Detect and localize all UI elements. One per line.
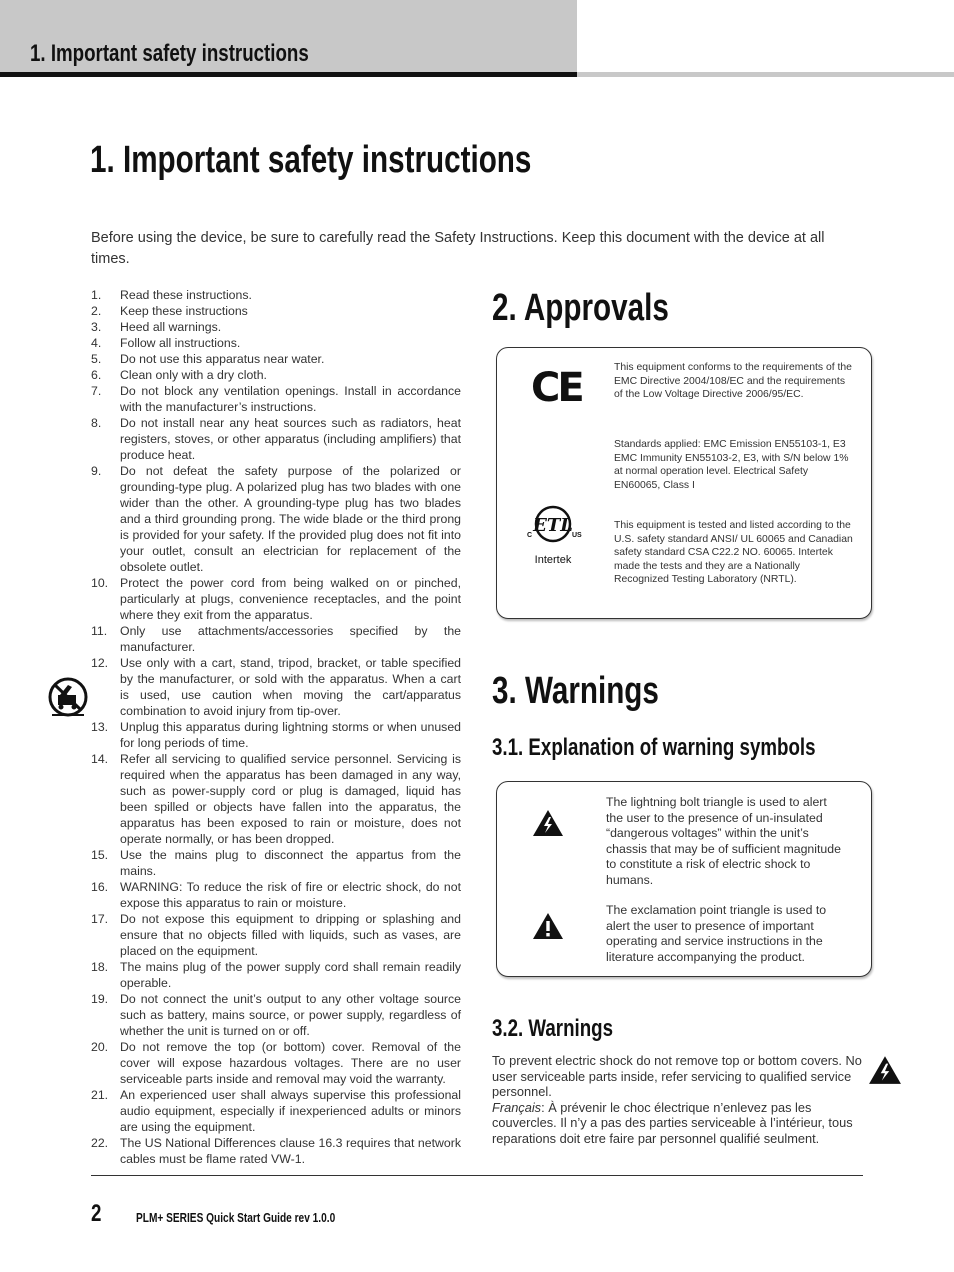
instruction-number: 16. [91,880,109,894]
instruction-item [91,319,461,335]
instruction-number: 18. [91,960,109,974]
exclamation-explanation: The exclamation point triangle is used to alert the user to presence of important operating and service instructions in the literature accompanying the product. [606,903,827,964]
instruction-item [91,303,461,319]
instruction-text: Do not connect the unit’s output to any other voltage source such as battery, mains source, or power supply, regardless of whether the unit is turned on or off. [120,992,461,1038]
instruction-number: 21. [91,1088,109,1102]
instruction-number: 6. [91,368,102,382]
ce-mark-logo: CE [531,365,582,411]
instruction-item [91,383,461,415]
warning-symbols-subtitle: 3.1. Explanation of warning symbols [492,734,816,761]
instruction-number: 9. [91,464,102,478]
instruction-item [91,287,461,303]
etl-c-label: C [527,532,533,539]
instruction-number: 20. [91,1040,109,1054]
intertek-label: Intertek [534,554,572,566]
header-section-title: 1. Important safety instructions [30,40,309,67]
instruction-number: 12. [91,656,109,670]
instruction-number: 19. [91,992,109,1006]
instruction-number: 2. [91,304,102,318]
instruction-text: Follow all instructions. [120,336,241,350]
instruction-item [91,575,461,623]
instruction-text: Clean only with a dry cloth. [120,368,267,382]
instruction-text: Use only with a cart, stand, tripod, bracket, or table specified by the manufacturer, or sold with the apparatus. When a cart is used, use caution when moving the cart/apparatus combination to avoid injury from tip-over. [120,656,461,718]
instruction-text: WARNING: To reduce the risk of fire or electric shock, do not expose this apparatus to rain or moisture. [120,880,461,910]
page-number: 2 [91,1200,102,1227]
instruction-item [91,911,461,959]
instruction-text: Do not remove the top (or bottom) cover. Removal of the cover will expose hazardous voltages. There are no user serviceable parts inside and removal may void the warranty. [120,1040,461,1086]
instruction-text: Protect the power cord from being walked on or pinched, particularly at plugs, convenience receptacles, and the point where they exit from the apparatus. [120,576,461,622]
header-rule-black [0,72,577,77]
page-title: 1. Important safety instructions [90,139,532,181]
warnings-subtitle: 3.2. Warnings [492,1015,614,1042]
instruction-text: Do not install near any heat sources such as radiators, heat registers, stoves, or other apparatus (including amplifiers) that produce heat. [120,416,461,462]
header-rule-grey [577,72,954,77]
instruction-text: Do not defeat the safety purpose of the polarized or grounding-type plug. A polarized plug has two blades with one wider than the other. A grounding-type plug has two blades and a third grounding prong. The wide blade or the third prong is provided for your safety. If the provided plug does not fit into your outlet, consult an electrician for replacement of the obsolete outlet. [120,464,461,574]
instruction-item [91,847,461,879]
instruction-item [91,623,461,655]
instruction-item [91,751,461,847]
instruction-item [91,991,461,1039]
instruction-item [91,367,461,383]
instruction-number: 15. [91,848,109,862]
ce-conformity-text: This equipment conforms to the requirements of the EMC Directive 2004/108/EC and the requirements of the Low Voltage Directive 2006/95/EC. [614,362,852,400]
instruction-text: Keep these instructions [120,304,248,318]
warning-french-text [492,1100,864,1147]
instruction-item [91,655,461,719]
instruction-number: 11. [91,624,108,638]
lightning-bolt-triangle-icon [868,1055,902,1085]
instruction-item [91,1039,461,1087]
instruction-text: Do not block any ventilation openings. Install in accordance with the manufacturer’s instructions. [120,384,461,414]
instruction-item [91,959,461,991]
french-body: : À prévenir le choc électrique n’enlevez pas les couvercles. Il n’y a pas des parties serviceable à l’intérieur, tous reparations doit etre faire par personnel qualifié seulment. [492,1099,853,1146]
instruction-item [91,351,461,367]
instruction-item [91,879,461,911]
instruction-number: 4. [91,336,102,350]
intro-paragraph: Before using the device, be sure to carefully read the Safety Instructions. Keep this document with the device at all times. [91,230,825,267]
etl-letters: ETL [533,515,573,536]
instruction-number: 7. [91,384,102,398]
lightning-bolt-triangle-icon [532,809,564,837]
footer-doc-title: PLM+ SERIES Quick Start Guide rev 1.0.0 [136,1210,336,1225]
instruction-number: 5. [91,352,102,366]
warning-english-text: To prevent electric shock do not remove top or bottom covers. No user serviceable parts inside, refer servicing to qualified service personnel. [492,1053,862,1100]
instruction-text: The US National Differences clause 16.3 requires that network cables must be flame rated VW-1. [120,1136,461,1166]
instruction-number: 3. [91,320,102,334]
instruction-text: Use the mains plug to disconnect the appartus from the mains. [120,848,461,878]
instruction-item [91,1135,461,1167]
lightning-bolt-explanation: The lightning bolt triangle is used to alert the user to the presence of un-insulated “dangerous voltages” within the unit’s chassis that may be of sufficient magnitude to constitute a risk of electric shock to humans. [606,795,841,887]
instruction-item [91,415,461,463]
instruction-item [91,463,461,575]
instruction-text: Only use attachments/accessories specified by the manufacturer. [120,624,461,654]
cart-tipover-warning-icon [46,677,90,719]
instruction-number: 17. [91,912,109,926]
instruction-text: Do not expose this equipment to dripping or splashing and ensure that no objects filled with liquids, such as vases, are placed on the equipment. [120,912,461,958]
warnings-title: 3. Warnings [492,670,659,712]
instruction-text: Do not use this apparatus near water. [120,352,325,366]
french-label: Français [492,1099,542,1115]
instruction-number: 10. [91,576,109,590]
instruction-number: 1. [91,288,102,302]
instruction-item [91,335,461,351]
instruction-text: Heed all warnings. [120,320,222,334]
instruction-number: 13. [91,720,109,734]
exclamation-triangle-icon [532,912,564,940]
standards-applied-text: Standards applied: EMC Emission EN55103-1, E3 EMC Immunity EN55103-2, E3, with S/N below 1% at normal operation level. Electrical Safety EN60065, Class I [614,439,849,491]
instruction-text: Unplug this apparatus during lightning storms or when unused for long periods of time. [120,720,461,750]
instruction-text: Refer all servicing to qualified service personnel. Servicing is required when the apparatus has been damaged in any way, such as power-supply cord or plug is damaged, liquid has been spilled or objects have fallen into the apparatus, the apparatus has been exposed to rain or moisture, does not operate normally, or has been dropped. [120,752,461,846]
instruction-item [91,1087,461,1135]
warnings-paragraph [492,1053,864,1147]
instructions-list [91,287,461,1167]
instruction-number: 14. [91,752,109,766]
instruction-text: The mains plug of the power supply cord shall remain readily operable. [120,960,461,990]
instruction-item [91,719,461,751]
etl-us-label: US [572,532,582,539]
approvals-title: 2. Approvals [492,287,669,329]
etl-listing-text: This equipment is tested and listed according to the U.S. safety standard ANSI/ UL 60065 and Canadian safety standard CSA C22.2 NO. 60065. Intertek made the tests and they are a Nationally Recognized Testing Laboratory (NRTL). [614,520,853,585]
instruction-text: An experienced user shall always supervise this professional audio equipment, especially if inexperienced adults or minors are using the equipment. [120,1088,461,1134]
footer-rule [91,1175,863,1176]
instruction-number: 22. [91,1136,109,1150]
instruction-text: Read these instructions. [120,288,252,302]
etl-intertek-logo [525,500,585,570]
instruction-number: 8. [91,416,102,430]
